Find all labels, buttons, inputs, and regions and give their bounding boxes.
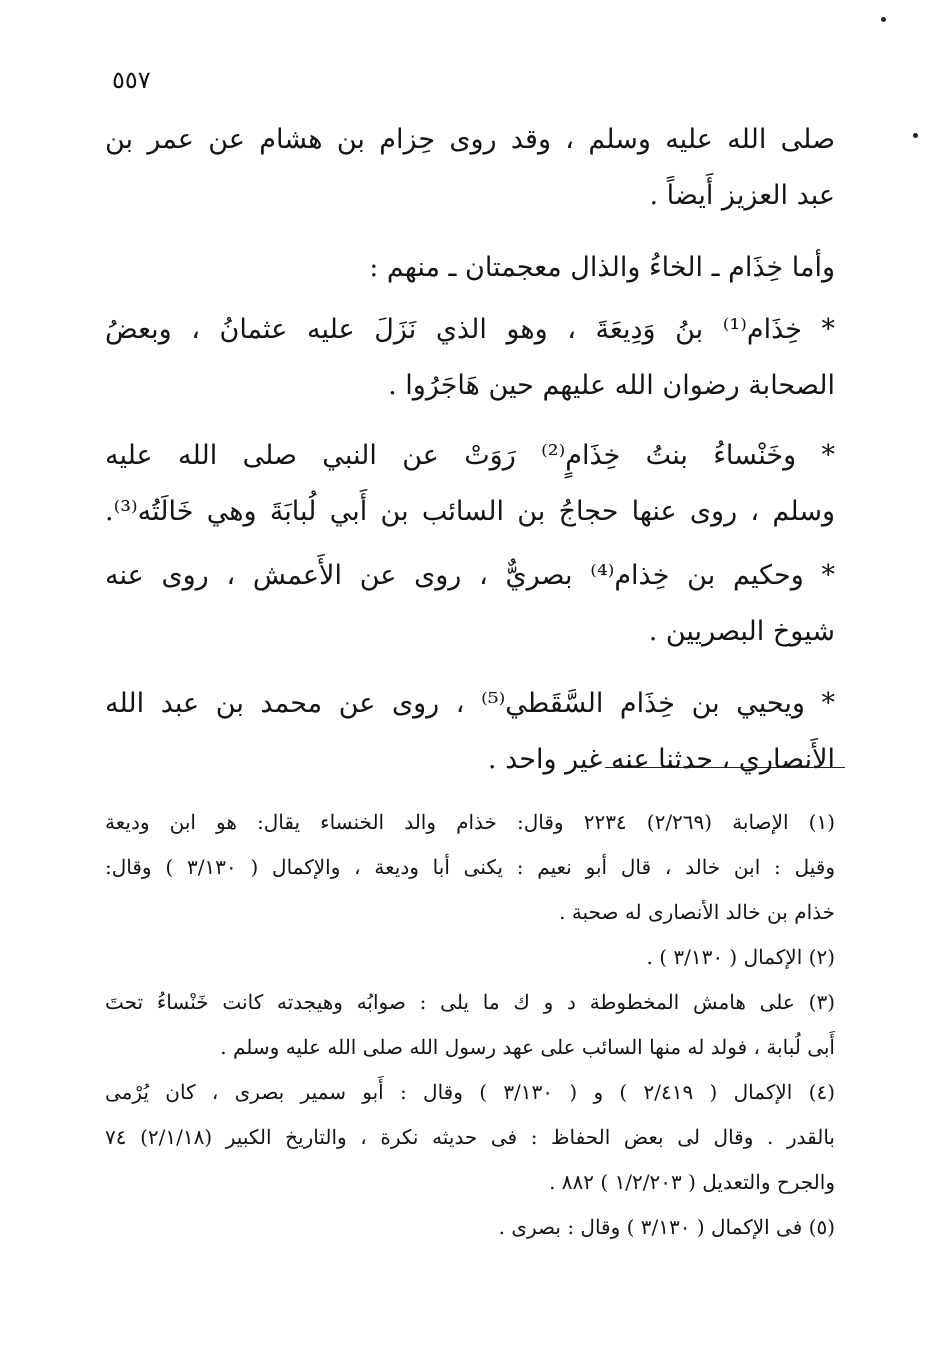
paragraph-2 bbox=[105, 240, 835, 296]
footnote-line: (٤) الإكمال ( ٢/٤١٩ ) و ( ٣/١٣٠ ) وقال : أَبو سمير بصرى ، كان يُرْمى bbox=[105, 1080, 835, 1104]
footnote-line: (٣) على هامش المخطوطة د و ك ما يلى : صوابُه وهيجدته كانت خَنْساءُ تحتَ bbox=[105, 990, 835, 1014]
footnote-line: (٢) الإكمال ( ٣/١٣٠ ) . bbox=[646, 945, 835, 969]
paragraph-1 bbox=[105, 112, 835, 224]
paragraph-4 bbox=[105, 428, 835, 540]
paragraph-line: * ويحيي بن خِذَام السَّقَطي⁽⁵⁾ ، روى عن محمد بن عبد الله bbox=[105, 688, 835, 719]
footnote-line: بالقدر . وقال لى بعض الحفاظ : فى حديثه نكرة ، والتاريخ الكبير (٢/١/١٨) ٧٤ bbox=[105, 1125, 835, 1149]
footnote-3 bbox=[105, 980, 835, 1070]
margin-dot bbox=[913, 133, 918, 138]
paragraph-line: عبد العزيز أَيضاً . bbox=[649, 180, 835, 211]
footnote-5 bbox=[105, 1205, 835, 1250]
footnote-4 bbox=[105, 1070, 835, 1205]
footnote-line: خذام بن خالد الأنصارى له صحبة . bbox=[559, 900, 835, 924]
paragraph-line: * وخَنْساءُ بنتُ خِذَامٍ⁽²⁾ رَوَتْ عن النبي صلى الله عليه bbox=[105, 440, 835, 471]
footnote-2 bbox=[105, 935, 835, 980]
footnote-1 bbox=[105, 800, 835, 935]
paragraph-line: * خِذَام⁽¹⁾ بنُ وَدِيعَةَ ، وهو الذي نَزَلَ عليه عثمانُ ، وبعضُ bbox=[105, 314, 835, 345]
page-number: ٥٥٧ bbox=[112, 66, 151, 94]
paragraph-line: صلى الله عليه وسلم ، وقد روى حِزام بن هشام عن عمر بن bbox=[105, 124, 835, 155]
paragraph-line: وسلم ، روى عنها حجاجُ بن السائب بن أَبي لُبابَةَ وهي خَالَتُه⁽³⁾. bbox=[105, 496, 835, 527]
paragraph-line: الصحابة رضوان الله عليهم حين هَاجَرُوا . bbox=[388, 370, 835, 401]
footnote-line: والجرح والتعديل ( ١/٢/٢٠٣ ) ٨٨٢ . bbox=[549, 1170, 835, 1194]
paragraph-line: وأما خِذَام ـ الخاءُ والذال معجمتان ـ منهم : bbox=[369, 252, 835, 283]
footnote-line: (١) الإصابة (٢/٢٦٩) ٢٢٣٤ وقال: خذام والد الخنساء يقال: هو ابن وديعة bbox=[105, 810, 835, 834]
footnote-line: أَبى لُبابة ، فولد له منها السائب على عهد رسول الله صلى الله عليه وسلم . bbox=[220, 1035, 835, 1059]
paragraph-line: شيوخ البصريين . bbox=[648, 616, 835, 647]
footnote-line: (٥) فى الإكمال ( ٣/١٣٠ ) وقال : بصرى . bbox=[498, 1215, 835, 1239]
paragraph-5 bbox=[105, 548, 835, 660]
paragraph-6 bbox=[105, 676, 835, 788]
corner-dot-top bbox=[881, 17, 886, 22]
paragraph-line: الأَنصاري ، حدثنا عنه غير واحد . bbox=[487, 744, 835, 775]
footnote-line: وقيل : ابن خالد ، قال أبو نعيم : يكنى أبا وديعة ، والإكمال ( ٣/١٣٠ ) وقال: bbox=[105, 855, 835, 879]
paragraph-3 bbox=[105, 302, 835, 414]
paragraph-line: * وحكيم بن خِذام⁽⁴⁾ بصريٌّ ، روى عن الأَعمش ، روى عنه bbox=[105, 560, 835, 591]
footnotes bbox=[105, 800, 835, 1250]
footnote-divider bbox=[605, 767, 845, 768]
